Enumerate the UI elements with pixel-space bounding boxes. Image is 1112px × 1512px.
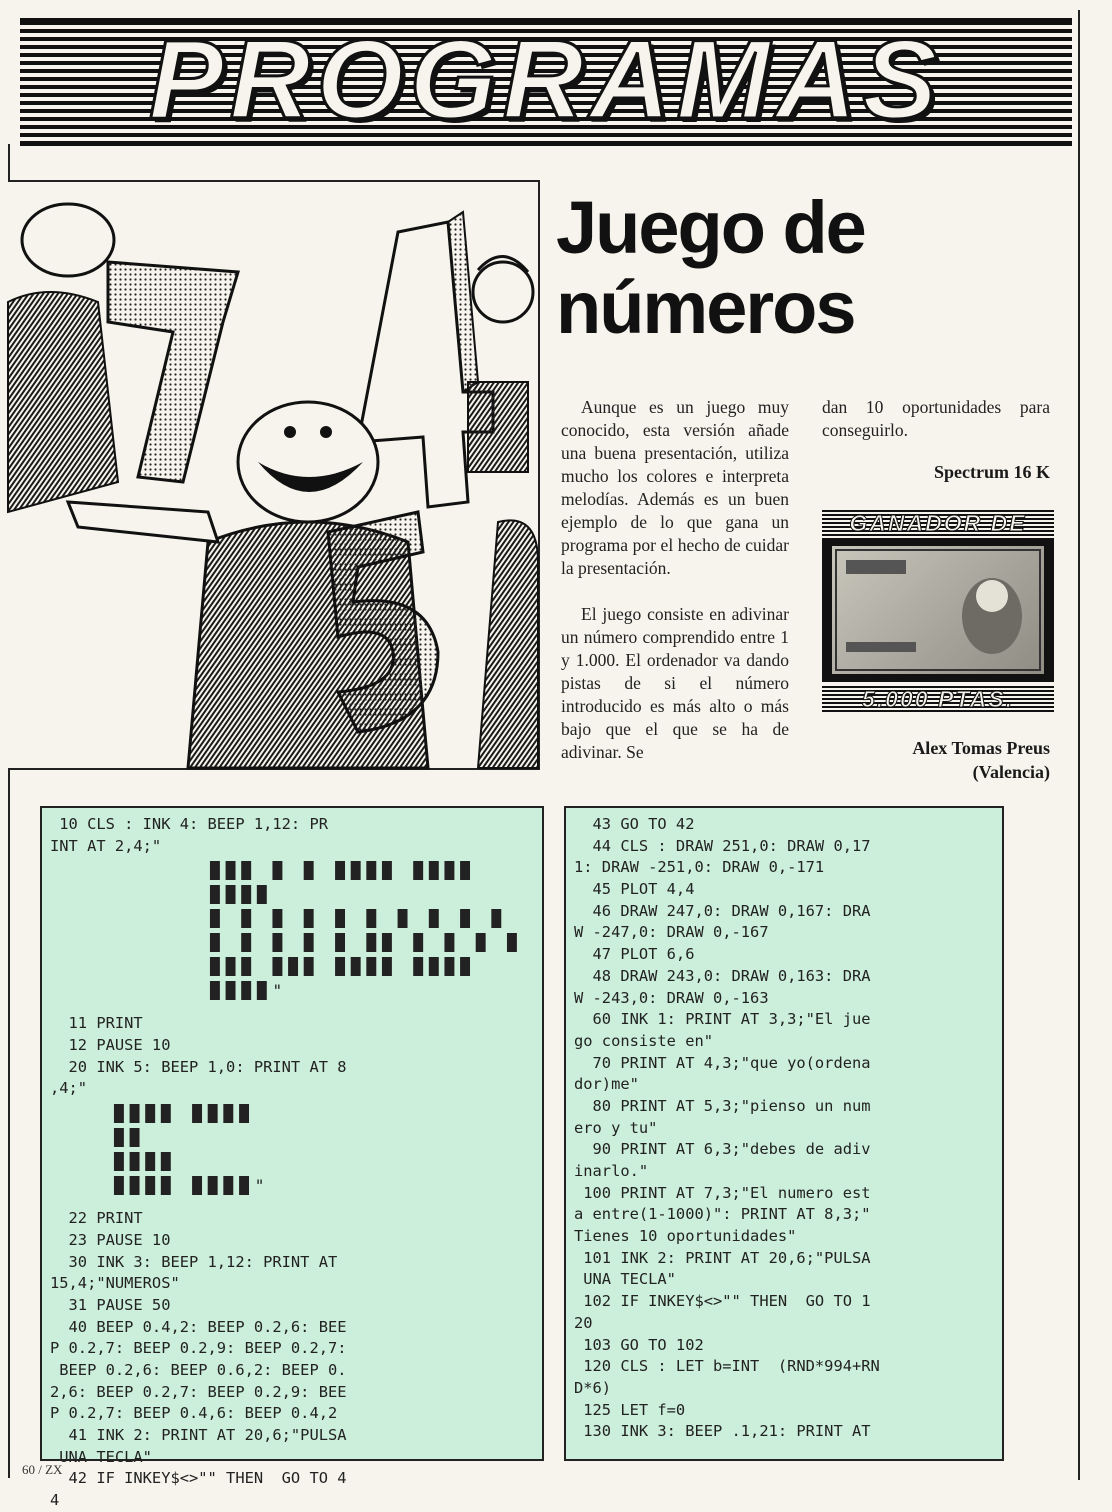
code-line: P 0.2,7: BEEP 0.4,6: BEEP 0.4,2 xyxy=(50,1404,338,1423)
article-paragraph: dan 10 oportunidades para conseguirlo. xyxy=(822,397,1050,440)
code-line: 60 INK 1: PRINT AT 3,3;"El jue xyxy=(574,1010,871,1029)
banknote-image xyxy=(822,538,1054,682)
code-line: 30 INK 3: BEEP 1,12: PRINT AT xyxy=(50,1252,338,1271)
code-line: go consiste en" xyxy=(574,1031,713,1050)
column-rule xyxy=(8,766,10,1478)
code-line: 31 PAUSE 50 xyxy=(50,1295,171,1314)
article-body-column-2 xyxy=(822,396,1050,442)
code-line: W -247,0: DRAW 0,-167 xyxy=(574,923,769,942)
platform-label: Spectrum 16 K xyxy=(934,462,1050,482)
page-folio: 60 / ZX xyxy=(22,1462,63,1477)
code-line: 43 GO TO 42 xyxy=(574,815,695,833)
author-name: Alex Tomas Preus xyxy=(912,738,1050,758)
author-credit xyxy=(822,736,1050,784)
code-line: 11 PRINT xyxy=(50,1014,143,1033)
block-title-row: █ █ █ █ █ ██ █ █ █ █ xyxy=(210,933,523,953)
code-line: 41 INK 2: PRINT AT 20,6;"PULSA xyxy=(50,1426,347,1444)
code-line: 12 PAUSE 10 xyxy=(50,1036,171,1055)
code-line: 48 DRAW 243,0: DRAW 0,163: DRA xyxy=(574,966,871,985)
article-paragraph: Aunque es un juego muy conocido, esta versión añade una buena presentación, utiliza mucho los colores e interpreta melodías. Además es un buen ejemplo de lo que gana un programa por el hecho de cuidar la presentación. xyxy=(561,397,789,578)
code-line: 20 xyxy=(574,1313,593,1332)
code-line: 20 INK 5: BEEP 1,0: PRINT AT 8 xyxy=(50,1057,347,1076)
code-line: UNA TECLA" xyxy=(574,1270,676,1289)
code-line: ero y tu" xyxy=(574,1118,658,1137)
code-line: dor)me" xyxy=(574,1075,639,1094)
code-line: 100 PRINT AT 7,3;"El numero est xyxy=(574,1183,871,1202)
author-city: (Valencia) xyxy=(972,762,1050,782)
code-line: 4 xyxy=(50,1491,60,1510)
block-title-row: ████ xyxy=(114,1152,177,1172)
code-line: P 0.2,7: BEEP 0.2,9: BEEP 0.2,7: xyxy=(50,1339,347,1358)
code-line: 46 DRAW 247,0: DRAW 0,167: DRA xyxy=(574,901,871,920)
code-line: a entre(1-1000)": PRINT AT 8,3;" xyxy=(574,1205,871,1224)
code-line: 125 LET f=0 xyxy=(574,1400,686,1419)
code-line: 40 BEEP 0.4,2: BEEP 0.2,6: BEE xyxy=(50,1317,347,1336)
article-title xyxy=(556,188,1076,348)
code-line: 15,4;"NUMEROS" xyxy=(50,1274,180,1293)
code-line: 47 PLOT 6,6 xyxy=(574,945,695,964)
code-line: 130 INK 3: BEEP .1,21: PRINT AT xyxy=(574,1422,871,1441)
block-title-row: ███ ███ ████ ████ ████" xyxy=(210,957,476,1001)
block-title-row: ███ █ █ ████ ████ ████ xyxy=(210,861,476,905)
column-rule xyxy=(1078,10,1080,1480)
block-title-row: ██ xyxy=(114,1128,146,1148)
block-title-graphic xyxy=(42,859,542,1003)
cartoon-illustration xyxy=(8,180,540,770)
article-body-column-1 xyxy=(561,396,789,764)
code-line: 101 INK 2: PRINT AT 20,6;"PULSA xyxy=(574,1248,871,1267)
code-line: 103 GO TO 102 xyxy=(574,1335,704,1354)
code-line: 2,6: BEEP 0.2,7: BEEP 0.2,9: BEE xyxy=(50,1382,347,1401)
code-line: W -243,0: DRAW 0,-163 xyxy=(574,988,769,1007)
code-line: D*6) xyxy=(574,1378,612,1397)
code-line: BEEP 0.2,6: BEEP 0.6,2: BEEP 0. xyxy=(50,1360,347,1379)
block-title-row: ████ ████ xyxy=(114,1104,255,1124)
code-line: 1: DRAW -251,0: DRAW 0,-171 xyxy=(574,858,825,877)
code-line: 42 IF INKEY$<>"" THEN GO TO 4 xyxy=(50,1469,347,1488)
code-line: 22 PRINT xyxy=(50,1209,143,1228)
code-line: 44 CLS : DRAW 251,0: DRAW 0,17 xyxy=(574,836,871,855)
code-line: 70 PRINT AT 4,3;"que yo(ordena xyxy=(574,1053,871,1072)
block-title-row: █ █ █ █ █ █ █ █ █ █ xyxy=(210,909,508,929)
code-line: 45 PLOT 4,4 xyxy=(574,880,695,899)
code-line: INT AT 2,4;" xyxy=(50,836,162,855)
code-line: 23 PAUSE 10 xyxy=(50,1230,171,1249)
block-title-row: ████ ████" xyxy=(114,1176,271,1196)
code-line: 80 PRINT AT 5,3;"pienso un num xyxy=(574,1096,871,1115)
code-line: Tienes 10 oportunidades" xyxy=(574,1227,797,1246)
code-line: 102 IF INKEY$<>"" THEN GO TO 1 xyxy=(574,1292,871,1311)
code-line: UNA TECLA" xyxy=(50,1447,152,1466)
code-listing-right xyxy=(564,806,1004,1461)
block-title-graphic xyxy=(42,1102,542,1198)
prize-badge-bottom: 5.000 PTAS. xyxy=(822,686,1054,712)
code-line: ,4;" xyxy=(50,1079,88,1098)
article-title-line2: números xyxy=(556,266,855,349)
code-line: 120 CLS : LET b=INT (RND*994+RN xyxy=(574,1357,880,1376)
article-paragraph: El juego consiste en adivinar un número comprendido entre 1 y 1.000. El ordenador va dando pistas de si el número introducido es más alto o más bajo que el que se ha de adivinar. Se xyxy=(561,604,789,762)
article-title-line1: Juego de xyxy=(556,186,865,269)
code-line: 10 CLS : INK 4: BEEP 1,12: PR xyxy=(50,815,328,833)
prize-badge-top: GANADOR DE xyxy=(822,510,1054,536)
section-title: PROGRAMAS xyxy=(148,16,944,142)
code-line: 90 PRINT AT 6,3;"debes de adiv xyxy=(574,1140,871,1159)
column-rule xyxy=(8,144,10,184)
code-line: inarlo." xyxy=(574,1162,649,1180)
